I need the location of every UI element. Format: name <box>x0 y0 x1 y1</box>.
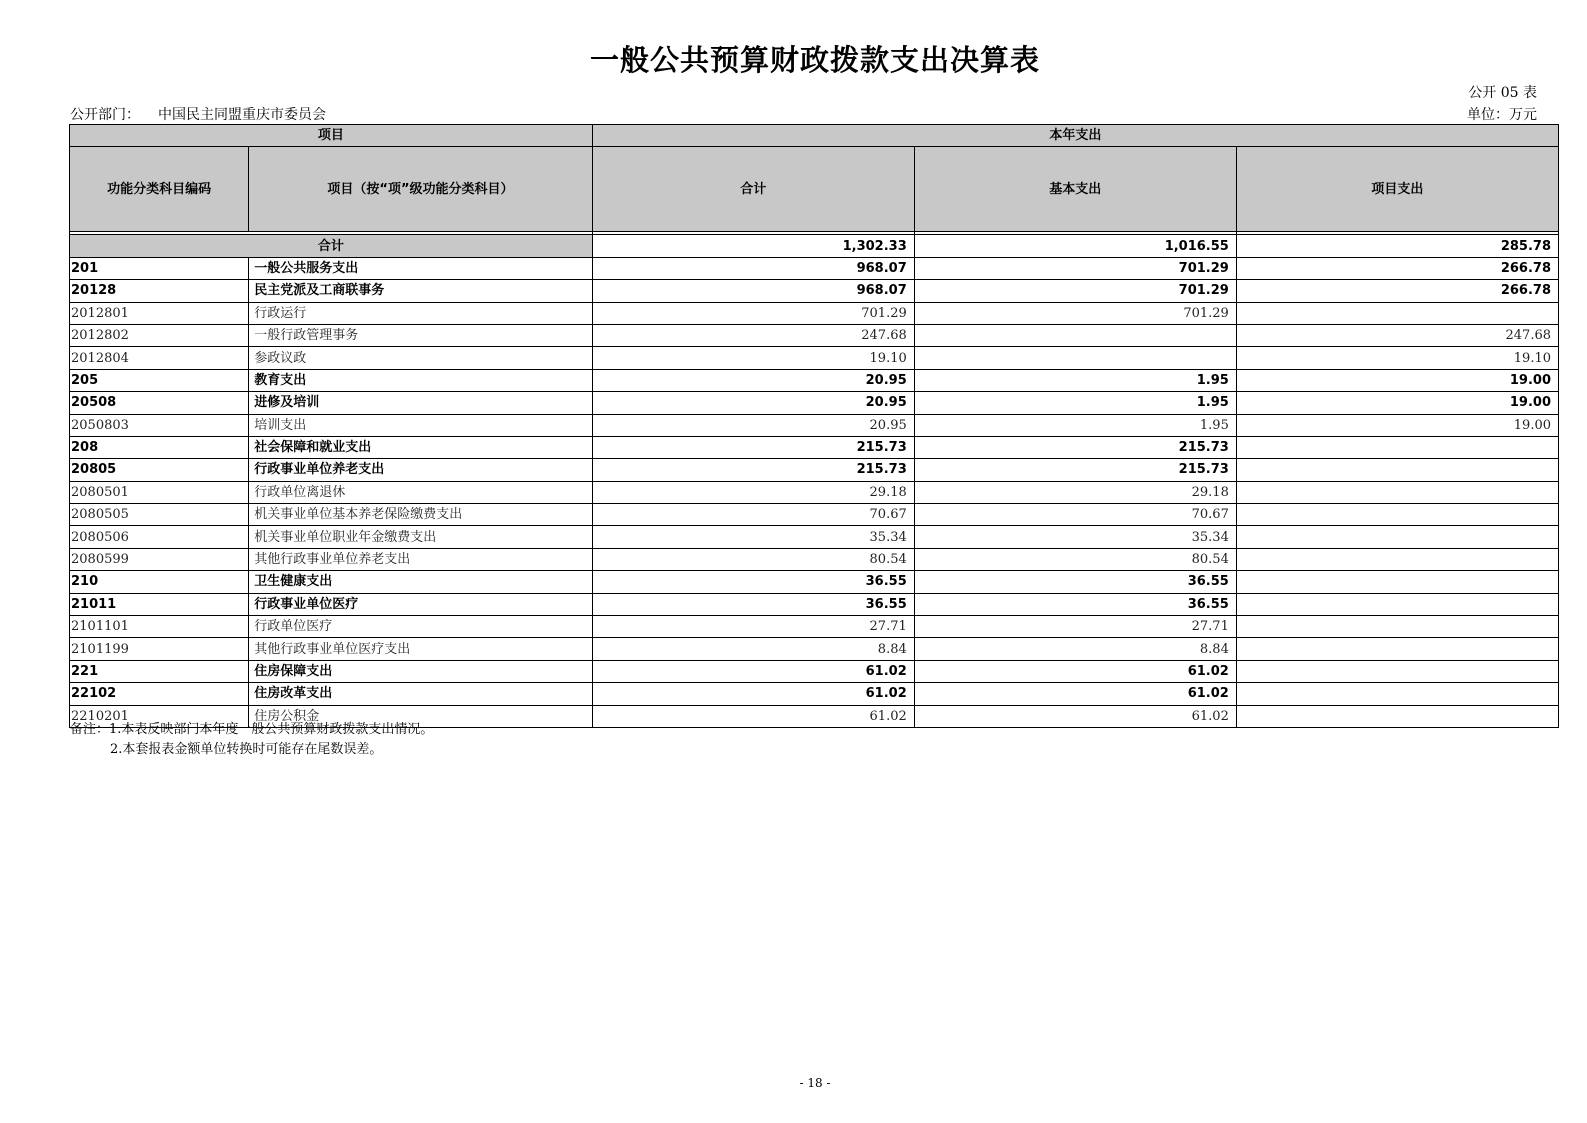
total-basic: 1,016.55 <box>914 235 1236 257</box>
row-name: 住房改革支出 <box>249 683 592 705</box>
row-name: 行政运行 <box>249 302 592 324</box>
note-1: 备注：1.本表反映部门本年度一般公共预算财政拨款支出情况。 <box>70 722 434 737</box>
row-name: 行政单位离退休 <box>249 481 592 503</box>
row-basic: 80.54 <box>914 548 1236 570</box>
row-project: 247.68 <box>1236 324 1558 346</box>
department-line <box>70 104 326 124</box>
table-row <box>70 481 1559 503</box>
row-total: 61.02 <box>592 660 914 682</box>
row-basic: 29.18 <box>914 481 1236 503</box>
row-code: 205 <box>70 369 249 391</box>
row-code: 20805 <box>70 459 249 481</box>
row-code: 20128 <box>70 280 249 302</box>
row-name: 机关事业单位基本养老保险缴费支出 <box>249 504 592 526</box>
table-row <box>70 436 1559 458</box>
row-project <box>1236 548 1558 570</box>
row-total: 20.95 <box>592 414 914 436</box>
row-basic: 36.55 <box>914 593 1236 615</box>
row-name: 行政事业单位医疗 <box>249 593 592 615</box>
header-row-2 <box>70 147 1559 232</box>
row-name: 其他行政事业单位养老支出 <box>249 548 592 570</box>
row-basic: 701.29 <box>914 302 1236 324</box>
header-current-year: 本年支出 <box>592 125 1558 147</box>
row-project <box>1236 481 1558 503</box>
header-project: 项目 <box>70 125 593 147</box>
note-2: 2.本套报表金额单位转换时可能存在尾数误差。 <box>110 742 383 757</box>
notes <box>70 720 433 760</box>
table-row <box>70 526 1559 548</box>
row-name: 住房公积金 <box>249 705 592 727</box>
row-project <box>1236 436 1558 458</box>
row-code: 210 <box>70 571 249 593</box>
row-basic: 215.73 <box>914 436 1236 458</box>
department-label: 公开部门： <box>70 107 140 123</box>
row-total: 701.29 <box>592 302 914 324</box>
row-total: 35.34 <box>592 526 914 548</box>
table-row <box>70 392 1559 414</box>
row-name: 行政事业单位养老支出 <box>249 459 592 481</box>
department-name: 中国民主同盟重庆市委员会 <box>158 107 326 123</box>
row-total: 70.67 <box>592 504 914 526</box>
unit-label: 单位：万元 <box>1467 107 1537 123</box>
row-name: 卫生健康支出 <box>249 571 592 593</box>
row-basic: 1.95 <box>914 392 1236 414</box>
row-code: 2080506 <box>70 526 249 548</box>
row-basic: 27.71 <box>914 616 1236 638</box>
total-row <box>70 235 1559 257</box>
row-project: 19.00 <box>1236 392 1558 414</box>
row-code: 20508 <box>70 392 249 414</box>
row-total: 215.73 <box>592 436 914 458</box>
row-name: 行政单位医疗 <box>249 616 592 638</box>
table-row <box>70 324 1559 346</box>
table-row <box>70 257 1559 279</box>
row-basic <box>914 347 1236 369</box>
row-total: 20.95 <box>592 392 914 414</box>
row-total: 29.18 <box>592 481 914 503</box>
row-name: 机关事业单位职业年金缴费支出 <box>249 526 592 548</box>
row-code: 2012802 <box>70 324 249 346</box>
row-project <box>1236 571 1558 593</box>
row-name: 其他行政事业单位医疗支出 <box>249 638 592 660</box>
row-name: 教育支出 <box>249 369 592 391</box>
header-code: 功能分类科目编码 <box>70 147 249 232</box>
table-row <box>70 459 1559 481</box>
row-project: 19.00 <box>1236 369 1558 391</box>
row-total: 61.02 <box>592 683 914 705</box>
row-project <box>1236 593 1558 615</box>
row-basic: 36.55 <box>914 571 1236 593</box>
header-row-1 <box>70 125 1559 147</box>
table-row <box>70 414 1559 436</box>
row-code: 2080599 <box>70 548 249 570</box>
row-code: 2050803 <box>70 414 249 436</box>
total-total: 1,302.33 <box>592 235 914 257</box>
row-total: 80.54 <box>592 548 914 570</box>
row-project <box>1236 459 1558 481</box>
row-name: 一般行政管理事务 <box>249 324 592 346</box>
row-project <box>1236 302 1558 324</box>
total-label: 合计 <box>70 235 593 257</box>
row-name: 住房保障支出 <box>249 660 592 682</box>
table-row <box>70 548 1559 570</box>
row-project: 266.78 <box>1236 257 1558 279</box>
row-total: 215.73 <box>592 459 914 481</box>
row-basic: 35.34 <box>914 526 1236 548</box>
row-name: 培训支出 <box>249 414 592 436</box>
row-code: 22102 <box>70 683 249 705</box>
row-basic <box>914 324 1236 346</box>
row-basic: 1.95 <box>914 414 1236 436</box>
row-total: 968.07 <box>592 280 914 302</box>
row-project <box>1236 705 1558 727</box>
row-code: 2012804 <box>70 347 249 369</box>
row-total: 36.55 <box>592 571 914 593</box>
header-basic: 基本支出 <box>914 147 1236 232</box>
row-name: 民主党派及工商联事务 <box>249 280 592 302</box>
table-row <box>70 571 1559 593</box>
row-project: 19.10 <box>1236 347 1558 369</box>
table-row <box>70 302 1559 324</box>
row-project <box>1236 660 1558 682</box>
row-code: 2210201 <box>70 705 249 727</box>
table-row <box>70 369 1559 391</box>
row-code: 2101199 <box>70 638 249 660</box>
table-row <box>70 660 1559 682</box>
row-code: 221 <box>70 660 249 682</box>
total-project: 285.78 <box>1236 235 1558 257</box>
form-number: 公开 05 表 <box>1468 85 1537 101</box>
row-project <box>1236 683 1558 705</box>
row-total: 247.68 <box>592 324 914 346</box>
row-code: 201 <box>70 257 249 279</box>
row-project <box>1236 504 1558 526</box>
row-project <box>1236 616 1558 638</box>
table-row <box>70 280 1559 302</box>
row-basic: 701.29 <box>914 280 1236 302</box>
row-name: 一般公共服务支出 <box>249 257 592 279</box>
row-name: 社会保障和就业支出 <box>249 436 592 458</box>
row-total: 20.95 <box>592 369 914 391</box>
row-basic: 701.29 <box>914 257 1236 279</box>
row-code: 2012801 <box>70 302 249 324</box>
header-project-expenditure: 项目支出 <box>1236 147 1558 232</box>
row-project: 19.00 <box>1236 414 1558 436</box>
table-row <box>70 683 1559 705</box>
row-project <box>1236 638 1558 660</box>
header-name: 项目（按“项”级功能分类科目） <box>249 147 592 232</box>
table-row <box>70 616 1559 638</box>
row-name: 进修及培训 <box>249 392 592 414</box>
row-total: 8.84 <box>592 638 914 660</box>
table-row <box>70 504 1559 526</box>
row-basic: 61.02 <box>914 660 1236 682</box>
row-total: 61.02 <box>592 705 914 727</box>
row-basic: 8.84 <box>914 638 1236 660</box>
row-basic: 61.02 <box>914 683 1236 705</box>
table-row <box>70 593 1559 615</box>
row-basic: 61.02 <box>914 705 1236 727</box>
row-code: 2080505 <box>70 504 249 526</box>
row-name: 参政议政 <box>249 347 592 369</box>
expenditure-table <box>69 124 1559 728</box>
table-row <box>70 638 1559 660</box>
row-project <box>1236 526 1558 548</box>
row-code: 2101101 <box>70 616 249 638</box>
row-total: 27.71 <box>592 616 914 638</box>
row-code: 21011 <box>70 593 249 615</box>
row-code: 208 <box>70 436 249 458</box>
row-project: 266.78 <box>1236 280 1558 302</box>
row-total: 968.07 <box>592 257 914 279</box>
row-code: 2080501 <box>70 481 249 503</box>
table-row <box>70 347 1559 369</box>
row-basic: 70.67 <box>914 504 1236 526</box>
header-total: 合计 <box>592 147 914 232</box>
document-title: 一般公共预算财政拨款支出决算表 <box>589 43 1040 77</box>
row-total: 36.55 <box>592 593 914 615</box>
page-number: - 18 - <box>799 1076 831 1090</box>
row-total: 19.10 <box>592 347 914 369</box>
row-basic: 215.73 <box>914 459 1236 481</box>
row-basic: 1.95 <box>914 369 1236 391</box>
